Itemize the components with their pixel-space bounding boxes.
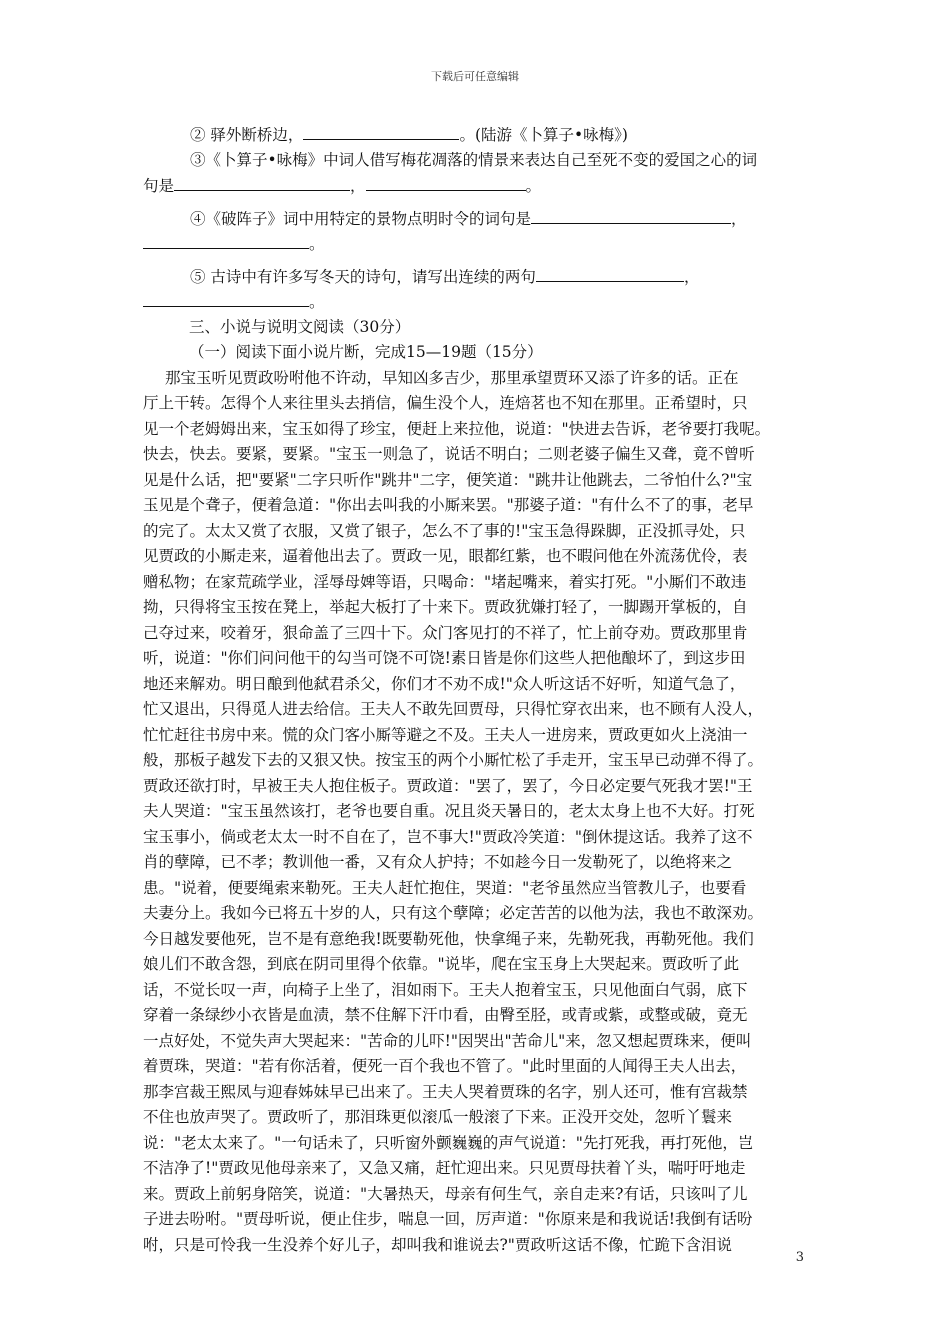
passage-line: 肖的孽障，已不孝；教训他一番，又有众人护持；不如趁今日一发勒死了，以绝将来之 (143, 853, 733, 871)
question-2-suffix: 。(陆游《卜算子•咏梅》) (459, 126, 628, 144)
passage-line: 那李宫裁王熙凤与迎春姊妹早已出来了。王夫人哭着贾珠的名字，别人还可，惟有宫裁禁 (143, 1082, 748, 1101)
passage-line: 咐，只是可怜我一生没养个好儿子，却叫我和谁说去?"贾政听这话不像，忙跪下含泪说 (143, 1235, 732, 1254)
passage-line: 话，不觉长叹一声，向椅子上坐了，泪如雨下。王夫人抱着宝玉，只见他面白气弱，底下 (143, 980, 748, 999)
passage-line: 拗，只得将宝玉按在凳上，举起大板打了十来下。贾政犹嫌打轻了，一脚踢开掌板的，自 (143, 598, 748, 616)
passage-line: 着贾珠，哭道："若有你活着，便死一百个我也不管了。"此时里面的人闻得王夫人出去， (143, 1057, 747, 1075)
passage-line: 忙又退出，只得觅人进去给信。王夫人不敢先回贾母，只得忙穿衣出来，也不顾有人没人， (143, 700, 764, 718)
passage-line: 夫妻分上。我如今已将五十岁的人，只有这个孽障；必定苦苦的以他为法，我也不敢深劝。 (143, 904, 764, 922)
answer-blank-4a (531, 206, 731, 224)
question-3-end: 。 (525, 177, 542, 195)
page-content (143, 122, 813, 1258)
question-5-prefix: ⑤ 古诗中有许多写冬天的诗句，请写出连续的两句 (190, 267, 536, 286)
passage-line: 见贾政的小厮走来，逼着他出去了。贾政一见，眼都红紫，也不暇问他在外流荡优伶，表 (143, 547, 748, 565)
passage-line: 贾政还欲打时，早被王夫人抱住板子。贾政道："罢了，罢了，今日必定要气死我才罢!"王 (143, 776, 753, 795)
question-5-sep: ， (683, 267, 700, 286)
section-subtitle: （一）阅读下面小说片断，完成15—19题（15分） (189, 343, 543, 361)
passage-line: 宝玉事小，倘或老太太一时不自在了，岂不事大!"贾政冷笑道："倒休提这话。我养了这不 (143, 827, 753, 846)
passage-line: 般，那板子越发下去的又狠又快。按宝玉的两个小厮忙松了手走开，宝玉早已动弹不得了。 (143, 751, 764, 769)
section-title: 三、小说与说明文阅读（30分） (189, 317, 411, 336)
question-4-line-1 (143, 206, 813, 232)
passage-line: 子进去吩咐。"贾母听说，便止住步，喘息一回，厉声道："你原来是和我说话!我倒有话吩 (143, 1210, 753, 1228)
question-5-line-2 (143, 289, 813, 315)
passage-line: 不住也放声哭了。贾政听了，那泪珠更似滚瓜一般滚了下来。正没开交处，忽听丫鬟来 (143, 1108, 733, 1126)
passage-line: 今日越发要他死，岂不是有意绝我!既要勒死他，快拿绳子来，先勒死我，再勒死他。我们 (143, 929, 754, 948)
passage-line: 说："老太太来了。"一句话未了，只听窗外颤巍巍的声气说道："先打死我，再打死他，岂 (143, 1133, 754, 1152)
question-3-prefix: 句是 (143, 177, 175, 195)
question-4-prefix: ④《破阵子》词中用特定的景物点明时令的词句是 (190, 209, 532, 228)
passage-line: 听，说道："你们问问他干的勾当可饶不可饶!素日皆是你们这些人把他酿坏了，到这步田 (143, 649, 746, 667)
answer-blank-2 (303, 122, 459, 140)
passage-line: 地还来解劝。明日酿到他弑君杀父，你们才不劝不成!"众人听这话不好听，知道气急了， (143, 674, 746, 693)
passage-line: 赠私物；在家荒疏学业，淫辱母婢等语，只喝命："堵起嘴来，着实打死。"小厮们不敢违 (143, 572, 747, 591)
passage-line: 一点好处，不觉失声大哭起来："苦命的儿吓!"因哭出"苦命儿"来，忽又想起贾珠来，便叫 (143, 1031, 752, 1050)
passage-line: 快去，快去。要紧，要紧。"宝玉一则急了，说话不明白；二则老婆子偏生又聋，竟不曾听 (143, 445, 755, 463)
question-3-sep: ， (350, 177, 366, 195)
passage-line: 患。"说着，便要绳索来勒死。王夫人赶忙抱住，哭道："老爷虽然应当管教儿子，也要看 (143, 878, 747, 897)
question-4-line-2 (143, 231, 813, 257)
passage-line: 见一个老姆姆出来，宝玉如得了珍宝，便赶上来拉他，说道："快进去告诉，老爷要打我呢。 (143, 419, 771, 438)
passage-line: 的完了。太太又赏了衣服，又赏了银子，怎么不了事的!"宝玉急得跺脚，正没抓寻处，只 (143, 521, 746, 540)
answer-blank-5a (536, 264, 684, 282)
question-4-sep: ， (731, 209, 747, 228)
question-2-prefix: ② 驿外断桥边， (190, 126, 304, 144)
passage (143, 366, 813, 1259)
question-3-line-2 (143, 173, 813, 199)
passage-line: 不洁净了!"贾政见他母亲来了，又急又痛，赶忙迎出来。只见贾母扶着丫头，喘吁吁地走 (143, 1159, 746, 1177)
passage-line: 玉见是个聋子，便着急道："你出去叫我的小厮来罢。"那婆子道："有什么不了的事，老早 (143, 496, 754, 514)
question-5-line-1 (143, 264, 813, 290)
question-2 (143, 122, 813, 148)
question-4-end: 。 (309, 235, 325, 253)
page-header: 下载后可任意编辑 (431, 70, 519, 83)
answer-blank-5b (143, 289, 309, 307)
answer-blank-3b (366, 173, 526, 191)
passage-line: 那宝玉听见贾政吩咐他不许动，早知凶多吉少，那里承望贾环又添了许多的话。正在 (165, 368, 739, 387)
passage-line: 夫人哭道："宝玉虽然该打，老爷也要自重。况且炎天暑日的，老太太身上也不大好。打死 (143, 802, 755, 820)
passage-line: 忙忙赶往书房中来。慌的众门客小厮等避之不及。王夫人一进房来，贾政更如火上浇油一 (143, 725, 748, 744)
passage-line: 见是什么话，把"要紧"二字只听作"跳井"二字，便笑道："跳井让他跳去，二爷怕什么?"宝 (143, 470, 753, 489)
answer-blank-3a (174, 173, 350, 191)
answer-blank-4b (143, 231, 309, 249)
passage-line: 娘儿们不敢含怨，到底在阴司里得个依靠。"说毕，爬在宝玉身上大哭起来。贾政听了此 (143, 955, 740, 973)
page-number: 3 (795, 1250, 804, 1265)
passage-line: 厅上干转。怎得个人来往里头去捎信，偏生没个人，连焙茗也不知在那里。正希望时，只 (143, 394, 748, 412)
passage-line: 穿着一条绿纱小衣皆是血渍，禁不住解下汗巾看，由臀至胫，或青或紫，或整或破，竟无 (143, 1006, 748, 1024)
question-3-line-1: ③《卜算子•咏梅》中词人借写梅花凋落的情景来表达自己至死不变的爱国之心的词 (190, 150, 758, 169)
passage-line: 己夺过来，咬着牙，狠命盖了三四十下。众门客见打的不祥了，忙上前夺劝。贾政那里肯 (143, 623, 748, 642)
question-5-end: 。 (309, 293, 325, 311)
passage-line: 来。贾政上前躬身陪笑，说道："大暑热天，母亲有何生气，亲自走来?有话，只该叫了儿 (143, 1184, 748, 1203)
